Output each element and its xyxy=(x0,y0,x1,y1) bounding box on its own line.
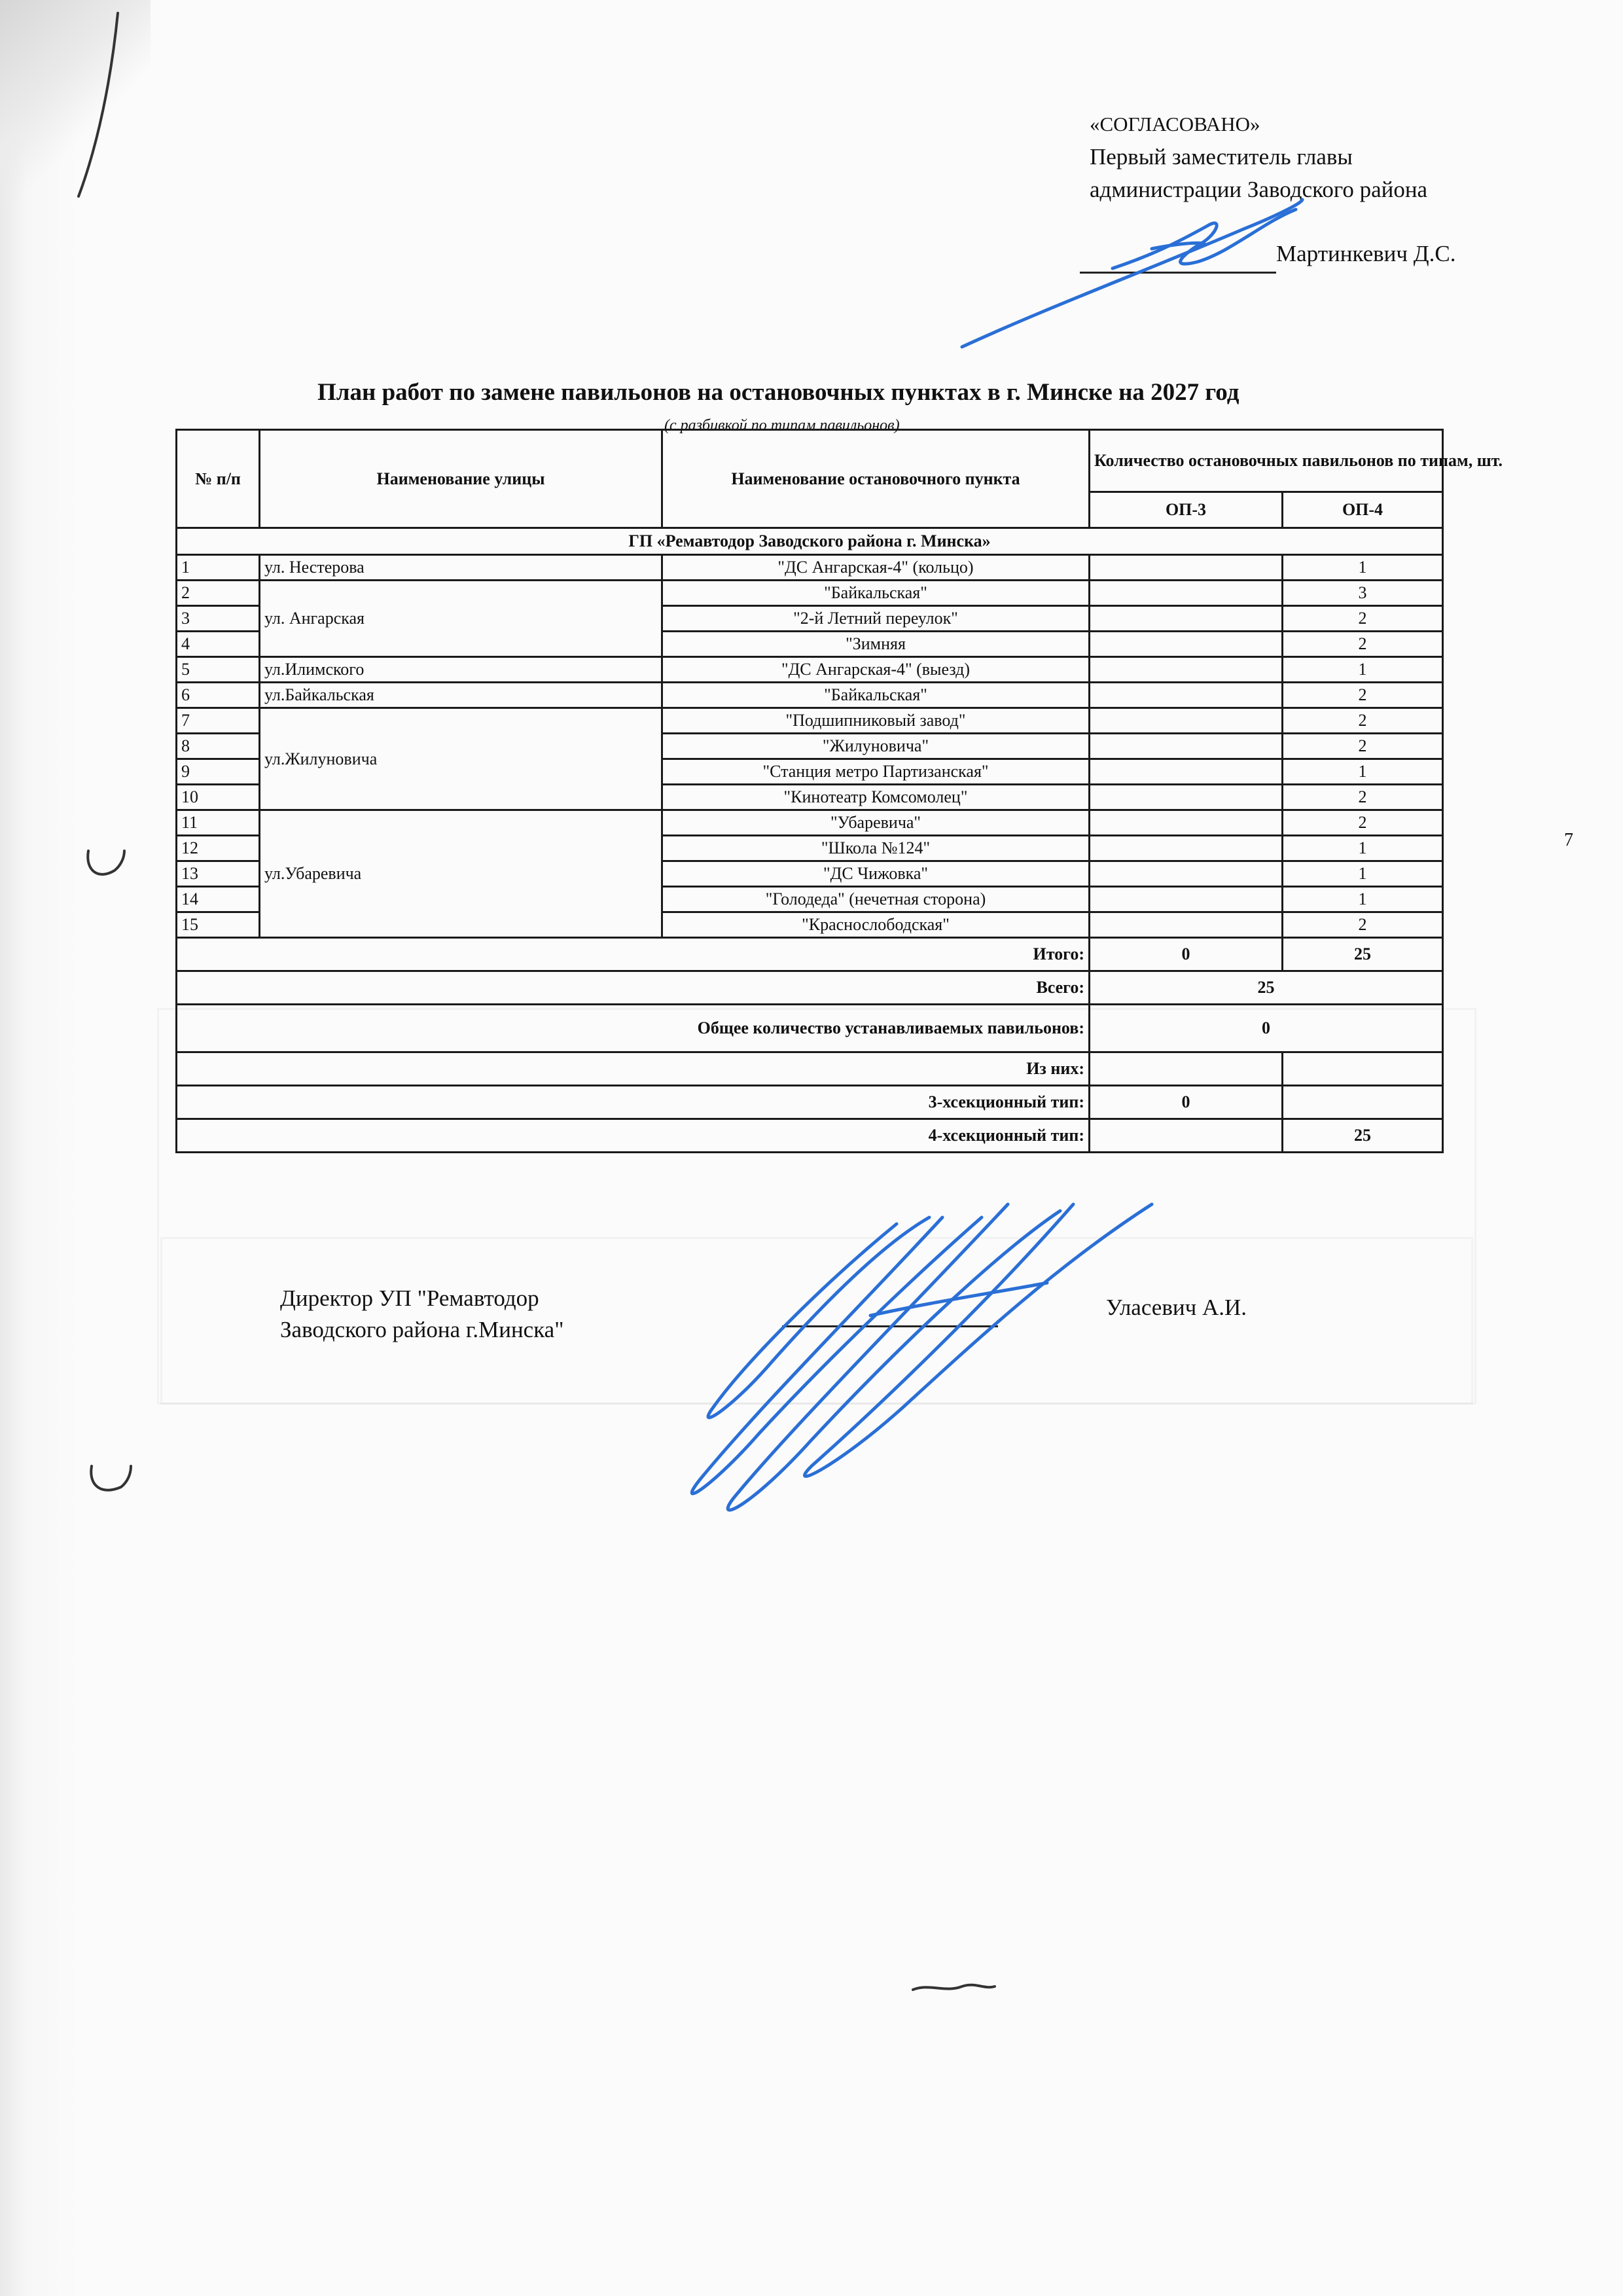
row-op3 xyxy=(1090,581,1283,606)
row-op3 xyxy=(1090,912,1283,938)
row-num: 4 xyxy=(177,632,260,657)
director-signature-line xyxy=(782,1325,998,1327)
row-op4: 2 xyxy=(1283,708,1443,734)
iz-nih-op3 xyxy=(1090,1052,1283,1086)
row-num: 5 xyxy=(177,657,260,683)
row-stop: "Голодеда" (нечетная сторона) xyxy=(662,887,1090,912)
approval-signature-line xyxy=(1080,272,1276,274)
row-num: 13 xyxy=(177,861,260,887)
approval-position-line1: Первый заместитель главы xyxy=(1090,144,1353,170)
row-street: ул.Жилуновича xyxy=(260,708,662,810)
row-op4: 2 xyxy=(1283,912,1443,938)
row-op3 xyxy=(1090,810,1283,836)
row-op4: 2 xyxy=(1283,606,1443,632)
document-subtitle: (с разбивкой по типам павильонов) xyxy=(664,417,900,434)
type3-empty xyxy=(1283,1086,1443,1119)
director-title-line1: Директор УП "Ремавтодор xyxy=(280,1285,539,1311)
header-street: Наименование улицы xyxy=(260,430,662,528)
row-op3 xyxy=(1090,836,1283,861)
director-name: Уласевич А.И. xyxy=(1106,1295,1247,1320)
row-stop: "Станция метро Партизанская" xyxy=(662,759,1090,785)
header-num: № п/п xyxy=(177,430,260,528)
type4-label: 4-хсекционный тип: xyxy=(177,1119,1090,1153)
header-op4: ОП-4 xyxy=(1283,492,1443,528)
approval-block xyxy=(1090,108,1427,206)
type4-empty xyxy=(1090,1119,1283,1153)
row-op4: 3 xyxy=(1283,581,1443,606)
row-op4: 2 xyxy=(1283,785,1443,810)
document-title: План работ по замене павильонов на остановочных пунктах в г. Минске на 2027 год xyxy=(317,379,1240,406)
approver-name: Мартинкевич Д.С. xyxy=(1276,241,1456,266)
row-stop: "Школа №124" xyxy=(662,836,1090,861)
iz-nih-op4 xyxy=(1283,1052,1443,1086)
row-stop: "2-й Летний переулок" xyxy=(662,606,1090,632)
folded-corner xyxy=(0,0,151,216)
row-street: ул. Ангарская xyxy=(260,581,662,657)
row-num: 8 xyxy=(177,734,260,759)
vsego-value: 25 xyxy=(1090,971,1443,1005)
header-stop: Наименование остановочного пункта xyxy=(662,430,1090,528)
row-op3 xyxy=(1090,555,1283,581)
row-num: 12 xyxy=(177,836,260,861)
row-street: ул.Байкальская xyxy=(260,683,662,708)
row-op4: 1 xyxy=(1283,887,1443,912)
row-street: ул. Нестерова xyxy=(260,555,662,581)
row-op4: 2 xyxy=(1283,683,1443,708)
row-op4: 1 xyxy=(1283,861,1443,887)
row-stop: "ДС Ангарская-4" (выезд) xyxy=(662,657,1090,683)
row-op3 xyxy=(1090,759,1283,785)
approval-position-line2: администрации Заводского района xyxy=(1090,177,1428,202)
row-stop: "Байкальская" xyxy=(662,683,1090,708)
row-num: 3 xyxy=(177,606,260,632)
row-op4: 1 xyxy=(1283,759,1443,785)
table-row xyxy=(177,683,1443,708)
type4-value: 25 xyxy=(1283,1119,1443,1153)
total-value: 0 xyxy=(1090,1005,1443,1052)
vsego-label: Всего: xyxy=(177,971,1090,1005)
row-stop: "ДС Чижовка" xyxy=(662,861,1090,887)
row-op3 xyxy=(1090,657,1283,683)
row-op4: 1 xyxy=(1283,657,1443,683)
table-row xyxy=(177,810,1443,836)
row-num: 15 xyxy=(177,912,260,938)
row-op3 xyxy=(1090,785,1283,810)
table-row xyxy=(177,581,1443,606)
row-op4: 2 xyxy=(1283,810,1443,836)
row-stop: "ДС Ангарская-4" (кольцо) xyxy=(662,555,1090,581)
row-num: 10 xyxy=(177,785,260,810)
approval-stamp: «СОГЛАСОВАНО» xyxy=(1090,113,1260,135)
director-title-line2: Заводского района г.Минска" xyxy=(280,1317,564,1342)
total-label: Общее количество устанавливаемых павильонов: xyxy=(177,1005,1090,1052)
row-op4: 2 xyxy=(1283,632,1443,657)
row-stop: "Байкальская" xyxy=(662,581,1090,606)
row-op3 xyxy=(1090,632,1283,657)
row-num: 11 xyxy=(177,810,260,836)
row-num: 6 xyxy=(177,683,260,708)
row-op3 xyxy=(1090,734,1283,759)
table-row xyxy=(177,555,1443,581)
row-op3 xyxy=(1090,708,1283,734)
row-num: 7 xyxy=(177,708,260,734)
plan-table xyxy=(175,429,1503,1153)
row-stop: "Жилуновича" xyxy=(662,734,1090,759)
row-num: 1 xyxy=(177,555,260,581)
row-stop: "Краснослободская" xyxy=(662,912,1090,938)
row-stop: "Подшипниковый завод" xyxy=(662,708,1090,734)
table-row xyxy=(177,708,1443,734)
director-block xyxy=(280,1283,564,1346)
page-number: 7 xyxy=(1564,830,1573,850)
itogo-op3: 0 xyxy=(1090,938,1283,971)
row-op3 xyxy=(1090,861,1283,887)
row-street: ул.Убаревича xyxy=(260,810,662,938)
itogo-op4: 25 xyxy=(1283,938,1443,971)
organization-row: ГП «Ремавтодор Заводского района г. Минска» xyxy=(177,528,1443,555)
row-num: 14 xyxy=(177,887,260,912)
header-op3: ОП-3 xyxy=(1090,492,1283,528)
row-num: 9 xyxy=(177,759,260,785)
row-op3 xyxy=(1090,606,1283,632)
row-op4: 2 xyxy=(1283,734,1443,759)
row-stop: "Убаревича" xyxy=(662,810,1090,836)
header-count: Количество остановочных павильонов по типам, шт. xyxy=(1090,430,1443,492)
row-num: 2 xyxy=(177,581,260,606)
row-op3 xyxy=(1090,887,1283,912)
itogo-label: Итого: xyxy=(177,938,1090,971)
row-street: ул.Илимского xyxy=(260,657,662,683)
row-op4: 1 xyxy=(1283,555,1443,581)
row-stop: "Кинотеатр Комсомолец" xyxy=(662,785,1090,810)
row-op3 xyxy=(1090,683,1283,708)
iz-nih-label: Из них: xyxy=(177,1052,1090,1086)
row-stop: "Зимняя xyxy=(662,632,1090,657)
type3-value: 0 xyxy=(1090,1086,1283,1119)
table-row xyxy=(177,657,1443,683)
type3-label: 3-хсекционный тип: xyxy=(177,1086,1090,1119)
row-op4: 1 xyxy=(1283,836,1443,861)
